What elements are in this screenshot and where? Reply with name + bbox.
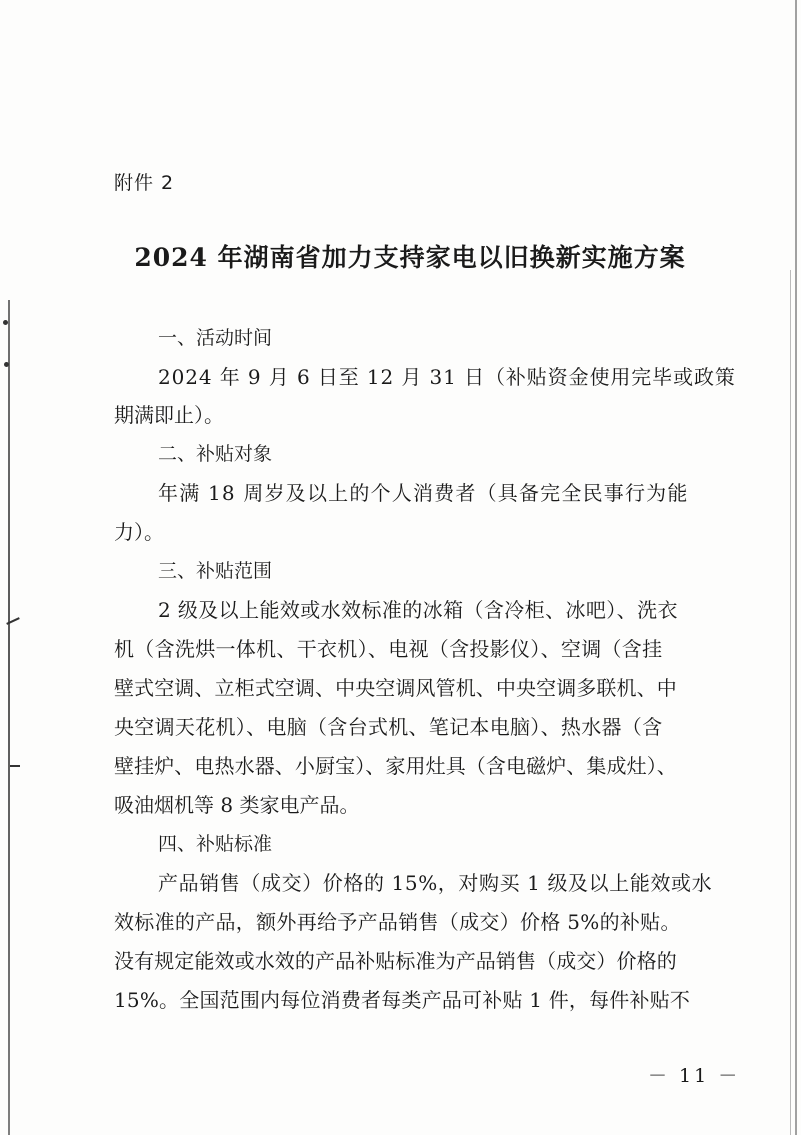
section-heading: 一、活动时间 xyxy=(158,327,273,349)
paragraph-line: 壁式空调、立柜式空调、中央空调风管机、中央空调多联机、中 xyxy=(114,676,677,700)
paragraph-line: 15%。全国范围内每位消费者每类产品可补贴 1 件，每件补贴不 xyxy=(114,988,691,1012)
paragraph-line: 机（含洗烘一体机、干衣机）、电视（含投影仪）、空调（含挂 xyxy=(114,637,663,661)
scan-mark xyxy=(10,765,20,767)
section-heading: 二、补贴对象 xyxy=(158,443,273,465)
section-heading: 四、补贴标准 xyxy=(158,833,273,855)
paragraph-line: 央空调天花机）、电脑（含台式机、笔记本电脑）、热水器（含 xyxy=(114,715,663,739)
paragraph-line: 产品销售（成交）价格的 15%，对购买 1 级及以上能效或水 xyxy=(158,871,713,895)
paragraph-line: 2 级及以上能效或水效标准的冰箱（含冷柜、冰吧）、洗衣 xyxy=(158,598,678,622)
attachment-label: 附件 2 xyxy=(114,172,175,194)
paragraph-line: 吸油烟机等 8 类家电产品。 xyxy=(114,793,360,817)
section-heading: 三、补贴范围 xyxy=(158,560,273,582)
scan-edge-left xyxy=(8,300,10,1135)
scan-mark xyxy=(3,320,8,325)
scan-edge-right xyxy=(790,270,791,1135)
paragraph-line: 年满 18 周岁及以上的个人消费者（具备完全民事行为能 xyxy=(158,481,689,505)
paragraph-line: 期满即止）。 xyxy=(114,403,224,427)
scan-mark xyxy=(4,362,9,367)
page-number: － 11 － xyxy=(648,1065,741,1087)
paragraph-line: 壁挂炉、电热水器、小厨宝）、家用灶具（含电磁炉、集成灶）、 xyxy=(114,754,677,778)
paragraph-line: 没有规定能效或水效的产品补贴标准为产品销售（成交）价格的 xyxy=(114,949,677,973)
scan-edge-right xyxy=(795,0,797,1135)
document-title: 2024 年湖南省加力支持家电以旧换新实施方案 xyxy=(134,243,686,272)
paragraph-line: 2024 年 9 月 6 日至 12 月 31 日（补贴资金使用完毕或政策 xyxy=(158,365,736,389)
paragraph-line: 力）。 xyxy=(114,520,164,544)
paragraph-line: 效标准的产品，额外再给予产品销售（成交）价格 5%的补贴。 xyxy=(114,910,681,934)
